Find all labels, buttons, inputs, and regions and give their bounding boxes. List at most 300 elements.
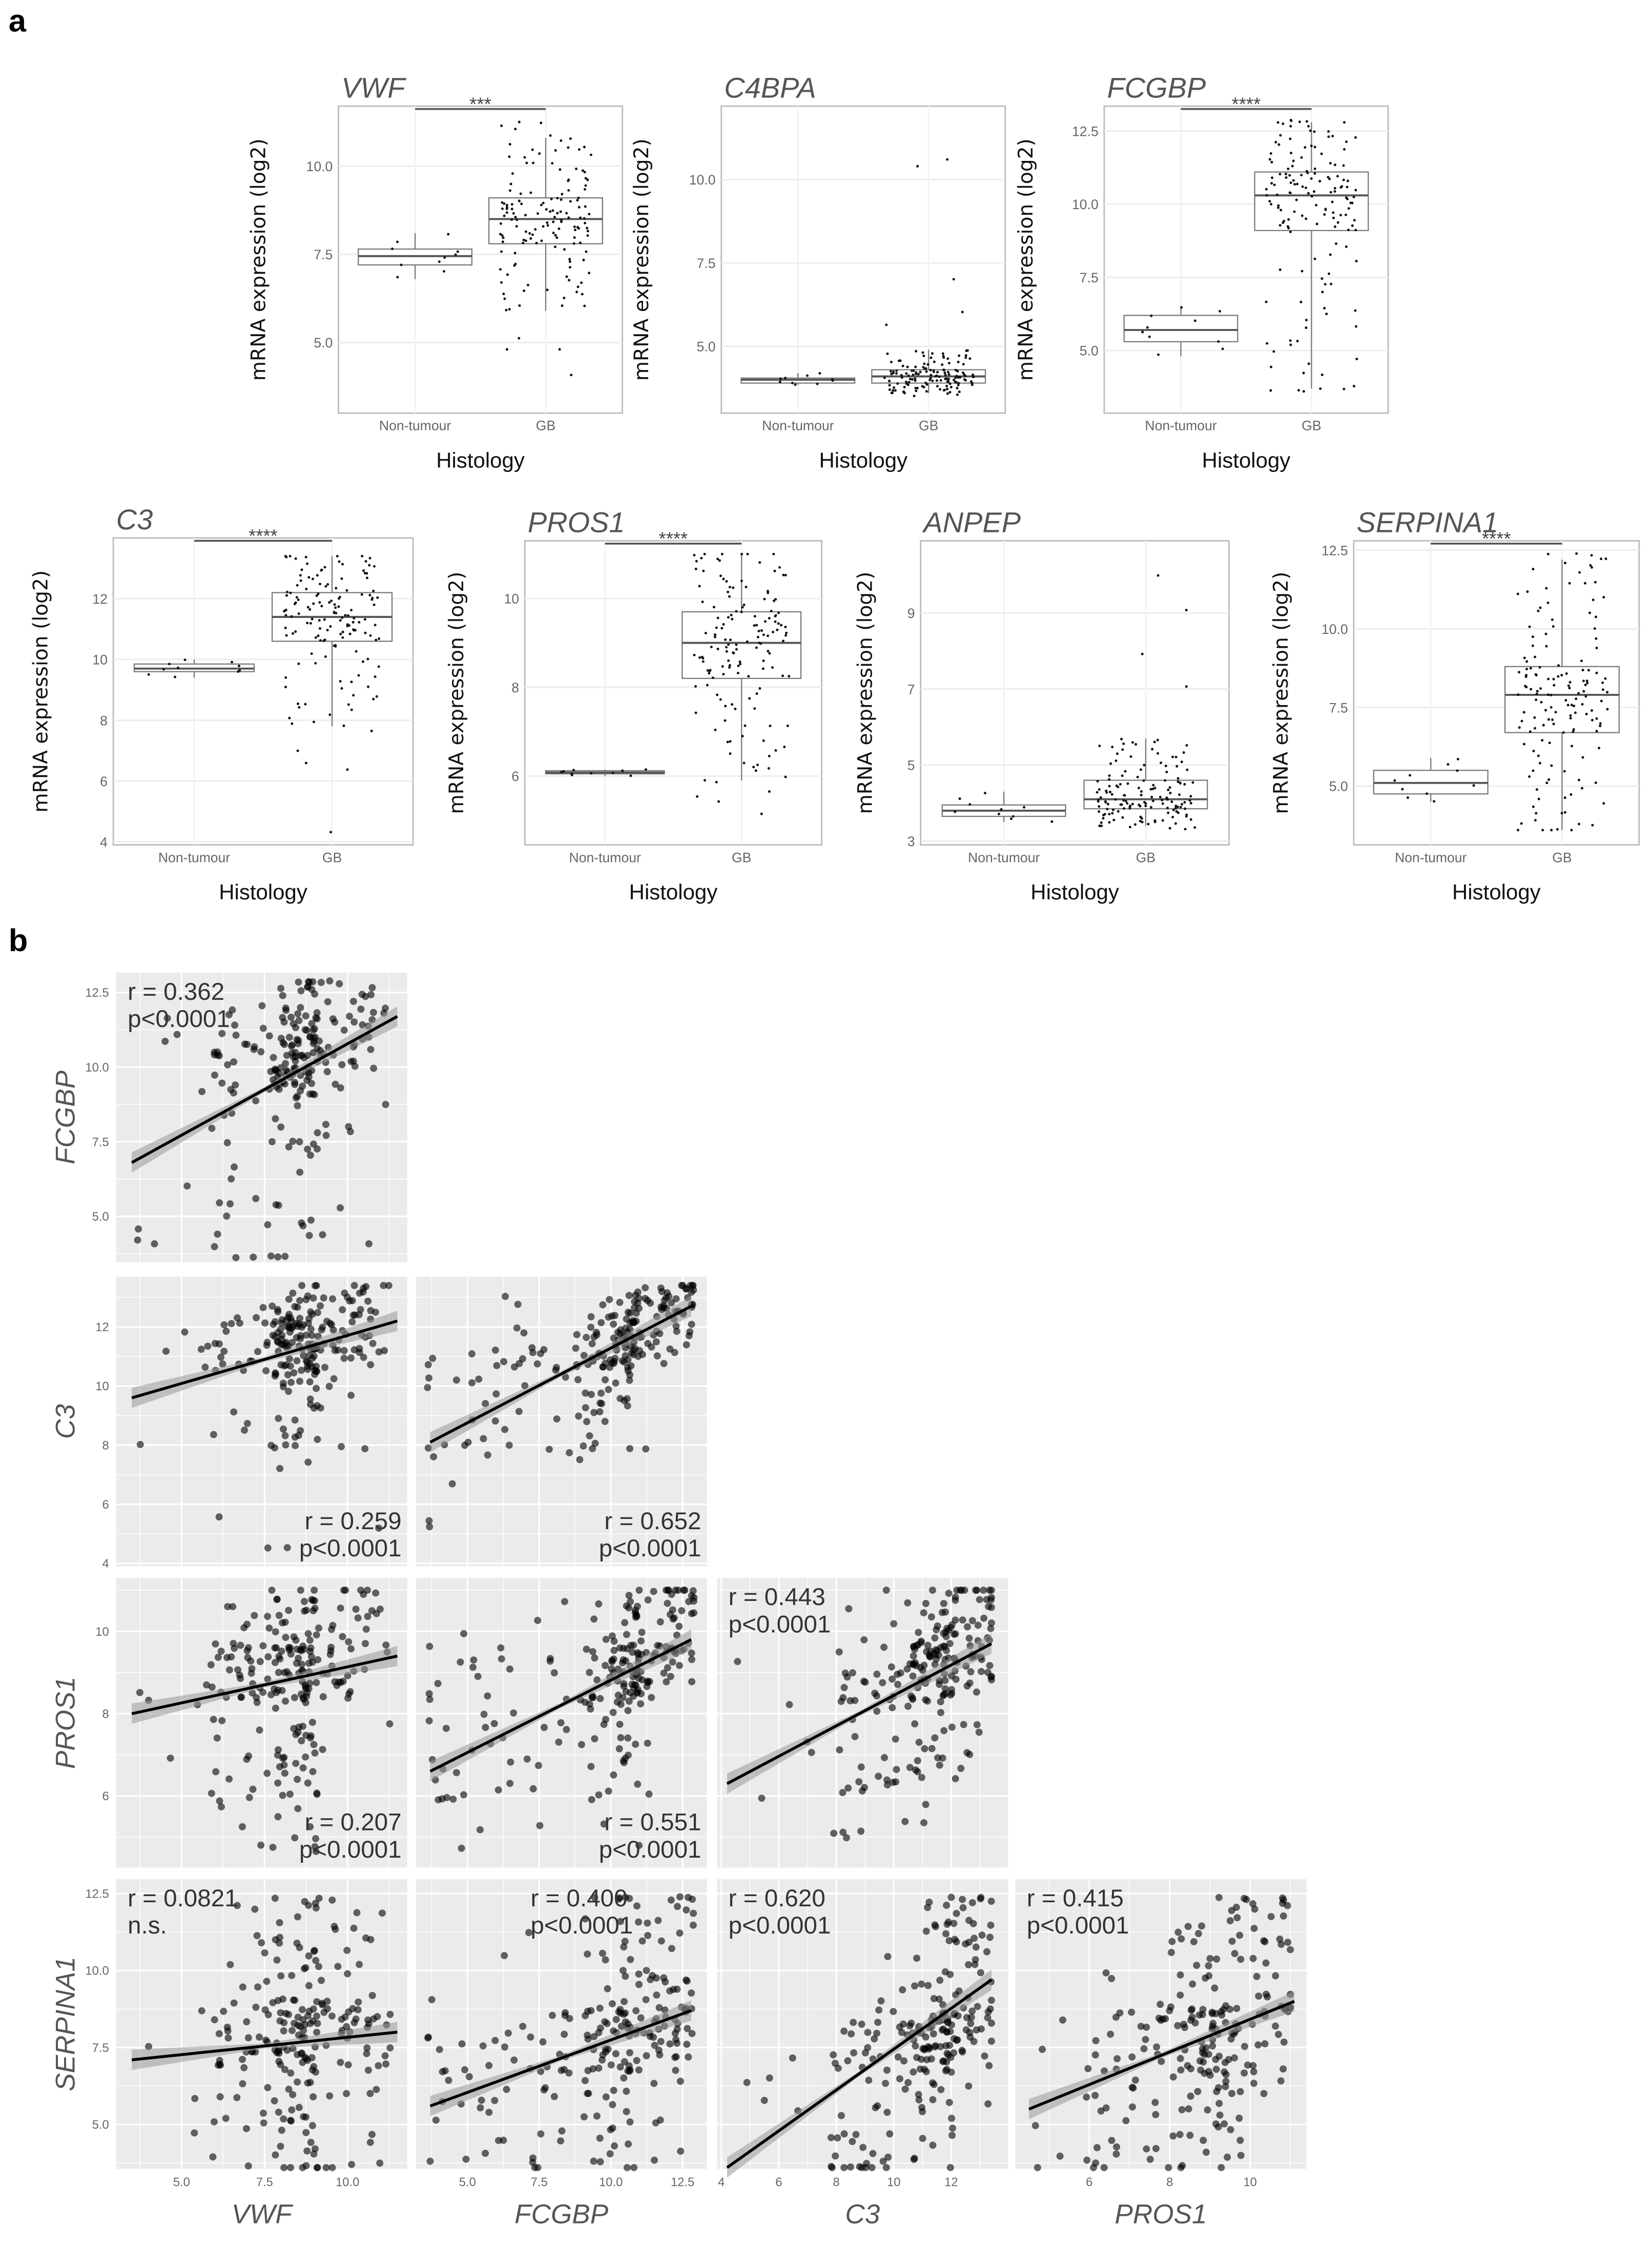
data-point — [217, 1354, 224, 1361]
data-point — [840, 2028, 848, 2035]
data-point — [1114, 798, 1117, 800]
data-point — [984, 2101, 992, 2108]
data-point — [1101, 2164, 1108, 2171]
data-point — [374, 624, 377, 626]
data-point — [591, 1735, 598, 1742]
x-tick-label: 12 — [944, 2175, 958, 2189]
data-point — [1345, 245, 1348, 248]
data-point — [626, 2049, 633, 2056]
data-point — [976, 1729, 983, 1736]
data-point — [895, 372, 898, 375]
data-point — [573, 225, 576, 228]
data-point — [719, 698, 722, 701]
data-point — [1263, 1960, 1270, 1967]
data-point — [555, 1739, 562, 1746]
data-point — [1167, 812, 1169, 814]
data-point — [1538, 798, 1540, 800]
data-point — [1177, 2066, 1184, 2073]
data-point — [976, 1596, 983, 1603]
data-point — [225, 1776, 233, 1783]
data-point — [251, 1046, 258, 1053]
data-point — [305, 1982, 313, 1989]
data-point — [334, 606, 337, 609]
data-point — [1229, 1938, 1236, 1945]
data-point — [922, 1696, 929, 1703]
x-tick-label: GB — [535, 418, 556, 434]
data-point — [858, 2021, 865, 2028]
data-point — [514, 216, 517, 218]
data-point — [584, 205, 587, 208]
data-point — [1124, 770, 1127, 773]
data-point — [729, 639, 732, 641]
data-point — [986, 1662, 994, 1669]
data-point — [1148, 336, 1151, 338]
data-point — [279, 1792, 286, 1799]
data-point — [272, 1659, 279, 1666]
data-point — [747, 675, 750, 677]
data-point — [890, 361, 893, 363]
data-point — [1334, 187, 1336, 190]
data-point — [426, 1717, 433, 1724]
data-point — [1303, 372, 1305, 374]
data-point — [635, 1587, 643, 1594]
data-point — [547, 224, 549, 227]
data-point — [211, 1072, 218, 1079]
data-point — [329, 625, 332, 628]
data-point — [1550, 765, 1553, 767]
data-point — [1178, 793, 1181, 796]
data-point — [1142, 2036, 1149, 2043]
data-point — [948, 391, 951, 394]
data-point — [468, 1350, 476, 1357]
data-point — [280, 2027, 287, 2034]
data-point — [1139, 820, 1142, 822]
data-point — [532, 161, 534, 164]
data-point — [295, 558, 297, 560]
data-point — [850, 2049, 857, 2056]
data-point — [303, 1357, 310, 1364]
data-point — [302, 1012, 309, 1019]
data-point — [500, 125, 503, 127]
data-point — [576, 226, 579, 229]
data-point — [319, 1746, 326, 1753]
data-point — [645, 1596, 652, 1603]
data-point — [561, 1598, 568, 1605]
data-point — [931, 380, 934, 382]
data-point — [222, 1328, 230, 1335]
data-point — [666, 1345, 673, 1352]
data-point — [303, 1077, 311, 1084]
data-point — [915, 1629, 922, 1636]
data-point — [315, 636, 317, 639]
data-point — [502, 293, 505, 295]
data-point — [296, 1377, 303, 1385]
data-point — [978, 1668, 985, 1675]
data-point — [1129, 826, 1131, 828]
data-point — [716, 648, 719, 650]
data-point — [1107, 803, 1109, 806]
data-point — [1569, 681, 1572, 684]
data-point — [245, 2163, 252, 2170]
data-point — [633, 2057, 641, 2064]
data-point — [633, 1690, 641, 1697]
data-point — [247, 1657, 254, 1664]
data-point — [551, 209, 554, 212]
data-point — [368, 984, 376, 991]
data-point — [1161, 799, 1163, 801]
data-point — [1600, 700, 1603, 702]
data-point — [284, 614, 287, 616]
data-point — [350, 1018, 358, 1025]
data-point — [1269, 158, 1271, 161]
data-point — [890, 1620, 897, 1628]
y-tick-label: 7.5 — [696, 255, 716, 271]
data-point — [1342, 164, 1345, 167]
data-point — [689, 1896, 696, 1903]
data-point — [216, 1797, 223, 1804]
data-point — [1473, 784, 1475, 787]
data-point — [1190, 802, 1192, 805]
data-point — [245, 2034, 252, 2042]
data-point — [684, 2025, 691, 2032]
data-point — [430, 1453, 437, 1461]
data-point — [1222, 2059, 1229, 2066]
data-point — [231, 661, 233, 663]
data-point — [947, 1624, 955, 1631]
data-point — [1602, 596, 1605, 599]
data-point — [1150, 806, 1152, 809]
data-point — [1534, 727, 1536, 730]
data-point — [688, 1989, 695, 1997]
data-point — [522, 242, 524, 244]
data-point — [936, 375, 938, 377]
data-point — [608, 2061, 615, 2068]
data-point — [943, 1902, 950, 1909]
data-point — [940, 1692, 947, 1699]
data-point — [936, 1996, 943, 2003]
data-point — [350, 1311, 357, 1319]
data-point — [1330, 191, 1332, 194]
data-point — [599, 1301, 606, 1308]
data-point — [585, 177, 587, 179]
data-point — [367, 686, 369, 688]
data-point — [1084, 2065, 1091, 2072]
data-point — [589, 1445, 596, 1452]
data-point — [938, 376, 940, 378]
data-point — [725, 646, 728, 648]
data-point — [374, 2013, 381, 2020]
data-point — [222, 2115, 230, 2122]
data-point — [929, 1587, 936, 1594]
data-point — [1165, 765, 1167, 767]
data-point — [706, 684, 709, 686]
data-point — [1146, 326, 1149, 328]
data-point — [760, 629, 763, 632]
data-point — [872, 2104, 879, 2111]
data-point — [889, 388, 891, 391]
data-point — [231, 2000, 238, 2007]
data-point — [918, 1774, 925, 1781]
data-point — [1108, 821, 1110, 824]
data-point — [1564, 562, 1566, 564]
data-point — [344, 1970, 351, 1978]
data-point — [894, 1681, 901, 1688]
data-point — [1057, 2152, 1064, 2159]
data-point — [731, 618, 733, 621]
data-point — [1314, 172, 1316, 175]
data-point — [324, 1068, 331, 1075]
data-point — [560, 211, 562, 213]
data-point — [315, 1624, 322, 1632]
data-point — [1270, 152, 1272, 155]
data-point — [730, 614, 733, 616]
data-point — [642, 1445, 649, 1452]
x-tick-label: 7.5 — [256, 2175, 273, 2189]
data-point — [1339, 214, 1342, 216]
data-point — [946, 2099, 953, 2106]
data-point — [778, 566, 781, 569]
data-point — [319, 1324, 326, 1331]
data-point — [346, 623, 349, 626]
data-point — [347, 614, 349, 617]
data-point — [328, 713, 331, 716]
data-point — [276, 1070, 283, 1077]
data-point — [524, 214, 527, 216]
data-point — [596, 2134, 604, 2142]
data-point — [312, 1750, 319, 1757]
data-point — [1547, 778, 1550, 781]
plot-area — [721, 106, 1005, 413]
data-point — [762, 660, 765, 662]
data-point — [1157, 574, 1160, 577]
data-point — [572, 1345, 580, 1352]
data-point — [1284, 1902, 1291, 1909]
data-point — [988, 2038, 995, 2045]
data-point — [299, 1082, 306, 1089]
data-point — [582, 169, 584, 172]
data-point — [964, 356, 967, 359]
data-point — [907, 2020, 915, 2027]
data-point — [895, 2053, 902, 2061]
data-point — [280, 1383, 287, 1390]
data-point — [635, 2066, 643, 2073]
data-point — [760, 813, 763, 815]
data-point — [367, 2139, 374, 2146]
data-point — [1177, 1971, 1184, 1979]
data-point — [307, 576, 310, 579]
data-point — [240, 2064, 247, 2071]
data-point — [895, 369, 898, 372]
data-point — [937, 2086, 944, 2093]
data-point — [596, 2005, 604, 2012]
data-point — [274, 1308, 281, 1315]
data-point — [1602, 688, 1604, 691]
data-point — [528, 1344, 535, 1351]
data-point — [1305, 217, 1307, 220]
data-point — [660, 1670, 668, 1677]
data-point — [233, 2094, 240, 2101]
data-point — [1319, 387, 1321, 390]
data-point — [1279, 134, 1282, 136]
data-point — [520, 202, 523, 205]
data-point — [208, 1790, 215, 1797]
data-point — [1221, 2068, 1228, 2075]
data-point — [620, 1680, 627, 1687]
data-point — [311, 1352, 318, 1360]
x-tick-label: GB — [322, 850, 342, 866]
data-point — [1563, 770, 1566, 772]
data-point — [297, 703, 299, 705]
data-point — [527, 284, 529, 286]
data-point — [313, 721, 315, 723]
data-point — [947, 371, 949, 374]
data-point — [881, 1754, 888, 1761]
data-point — [288, 1339, 296, 1346]
data-point — [267, 1691, 275, 1698]
data-point — [296, 1168, 303, 1176]
data-point — [333, 603, 336, 606]
data-point — [350, 998, 357, 1005]
y-tick-label: 7.5 — [1329, 700, 1348, 716]
data-point — [1310, 145, 1313, 147]
data-point — [525, 239, 527, 242]
data-point — [743, 762, 746, 764]
data-point — [311, 1948, 318, 1955]
data-point — [481, 1711, 488, 1718]
data-point — [1289, 339, 1292, 342]
data-point — [1569, 714, 1572, 717]
data-point — [879, 1679, 886, 1686]
data-point — [740, 580, 743, 582]
data-point — [907, 375, 910, 377]
data-point — [326, 629, 329, 631]
data-point — [1116, 785, 1118, 787]
data-point — [484, 1692, 491, 1699]
data-point — [1301, 270, 1304, 273]
plot-title: PROS1 — [527, 506, 625, 539]
data-point — [1250, 2080, 1257, 2087]
correlation-coefficient: r = 0.415 — [1026, 1885, 1124, 1912]
data-point — [664, 1600, 671, 1607]
data-point — [1213, 2066, 1220, 2073]
data-point — [1570, 829, 1573, 831]
data-point — [338, 2015, 345, 2023]
data-point — [648, 1694, 655, 1701]
data-point — [1307, 125, 1310, 128]
data-point — [336, 980, 343, 988]
data-point — [276, 1919, 283, 1926]
data-point — [1591, 719, 1594, 722]
data-point — [1545, 633, 1547, 635]
data-point — [360, 1354, 367, 1361]
data-point — [281, 1253, 288, 1260]
data-point — [337, 1679, 344, 1686]
data-point — [1224, 2154, 1231, 2161]
scatter-serpina1-vs-vwf — [85, 1879, 407, 2189]
data-point — [265, 1624, 273, 1632]
data-point — [673, 2040, 680, 2047]
data-point — [869, 2150, 876, 2157]
data-point — [988, 1997, 995, 2004]
data-point — [565, 212, 568, 214]
y-axis-label: mRNA expression (log2) — [854, 571, 877, 814]
data-point — [645, 768, 647, 771]
data-point — [218, 1717, 225, 1724]
data-point — [510, 183, 512, 186]
data-point — [365, 1240, 373, 1247]
y-tick-label: 10.0 — [85, 1060, 109, 1075]
data-point — [1200, 2137, 1207, 2144]
data-point — [578, 148, 581, 151]
data-point — [644, 1932, 651, 1939]
data-point — [729, 664, 731, 667]
data-point — [914, 387, 917, 389]
data-point — [347, 1392, 355, 1399]
data-point — [885, 323, 887, 326]
data-point — [928, 1613, 935, 1620]
data-point — [610, 1772, 617, 1779]
data-point — [1550, 694, 1553, 696]
data-point — [311, 618, 314, 620]
data-point — [1595, 615, 1597, 618]
data-point — [946, 158, 948, 161]
data-point — [475, 1375, 482, 1383]
data-point — [1167, 2003, 1174, 2010]
data-point — [1518, 671, 1520, 673]
data-point — [348, 2161, 355, 2168]
data-point — [896, 382, 899, 385]
data-point — [1193, 826, 1196, 829]
y-tick-label: 7.5 — [92, 1135, 109, 1149]
data-point — [1178, 1936, 1185, 1943]
data-point — [579, 216, 582, 219]
data-point — [865, 2076, 872, 2084]
x-tick-label: 10.0 — [599, 2175, 623, 2189]
data-point — [900, 2021, 907, 2028]
data-point — [573, 236, 576, 239]
data-point — [1281, 2039, 1288, 2046]
data-point — [501, 2044, 508, 2051]
data-point — [285, 1311, 293, 1318]
data-point — [779, 378, 782, 380]
data-point — [373, 565, 376, 568]
data-point — [582, 1389, 589, 1396]
data-point — [1283, 220, 1285, 222]
data-point — [1117, 810, 1120, 813]
data-point — [341, 1355, 348, 1362]
data-point — [862, 2164, 869, 2171]
p-value: p<0.0001 — [598, 1535, 701, 1562]
data-point — [277, 2061, 284, 2068]
data-point — [965, 354, 967, 357]
data-point — [567, 189, 570, 192]
data-point — [362, 993, 369, 1000]
data-point — [943, 2028, 951, 2035]
data-point — [1327, 130, 1330, 133]
data-point — [338, 1443, 345, 1450]
data-point — [318, 601, 321, 604]
data-point — [168, 663, 171, 665]
data-point — [581, 293, 584, 295]
data-point — [330, 600, 333, 602]
data-point — [507, 1759, 514, 1766]
data-point — [1556, 828, 1559, 831]
data-point — [295, 1321, 302, 1328]
data-point — [769, 725, 771, 727]
data-point — [569, 260, 571, 263]
data-point — [767, 634, 769, 637]
data-point — [350, 681, 353, 683]
